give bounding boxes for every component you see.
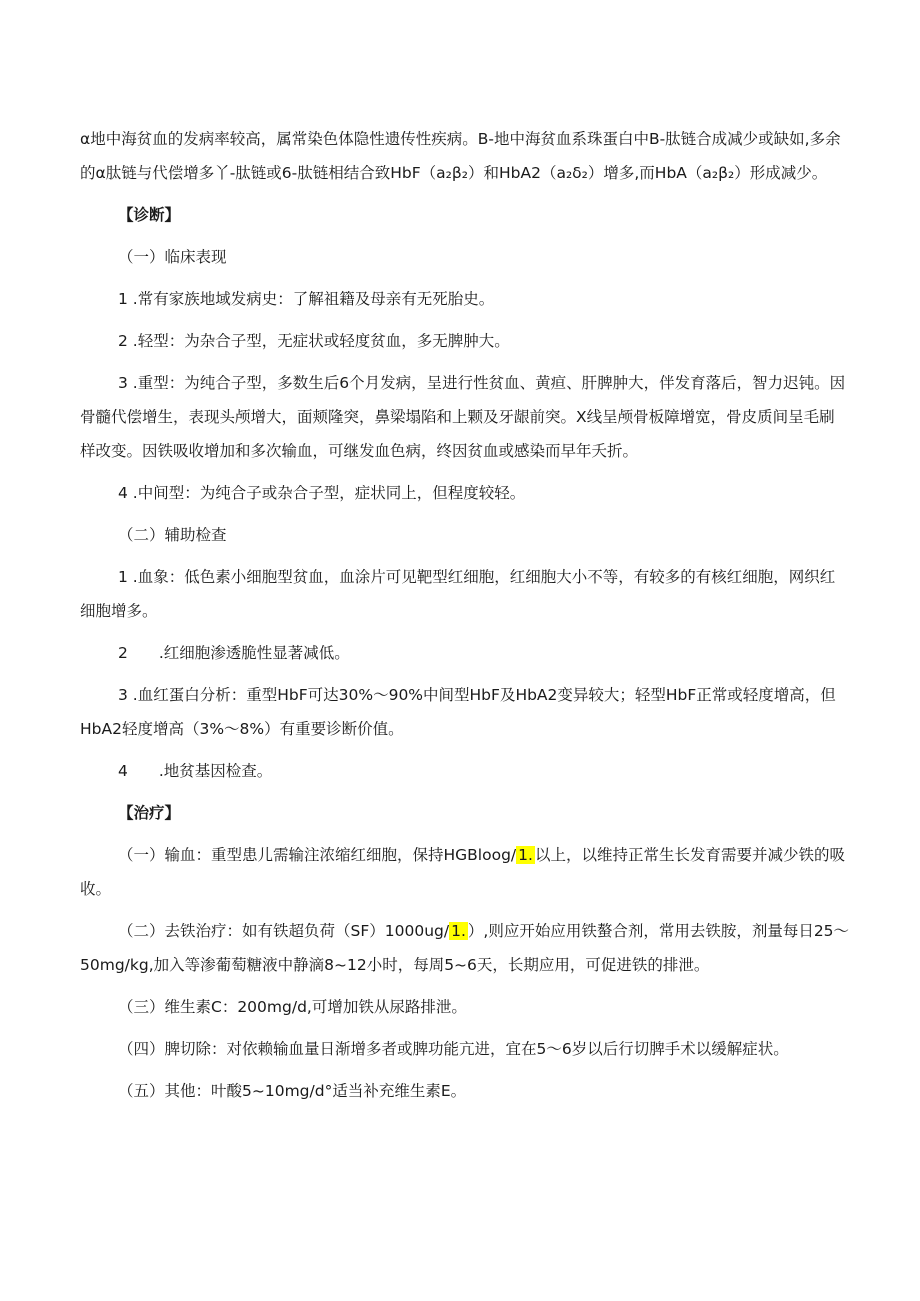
- treatment-2-text-b: ）,则应开始应用铁螯合剂，常用去铁胺，剂量每日25～50mg/kg,加入等渗葡萄糖液中静滴8~12小时，每周5~6天，长期应用，可促进铁的排泄。: [80, 922, 850, 974]
- highlight-mark: 1.: [451, 922, 466, 940]
- highlight-mark: 1.: [518, 846, 533, 864]
- clinical-item-3: 3 .重型：为纯合子型，多数生后6个月发病，呈进行性贫血、黄疸、肝脾肿大，伴发育落后，智力迟钝。因骨髓代偿增生，表现头颅增大，面颊隆突，鼻梁塌陷和上颗及牙龈前突。X线呈颅骨板障增宽，骨皮质间呈毛刷样改变。因铁吸收增加和多次输血，可继发血色病，终因贫血或感染而早年夭折。: [80, 374, 846, 460]
- aux-item-3: 3 .血红蛋白分析：重型HbF可达30%～90%中间型HbF及HbA2变异较大；轻型HbF正常或轻度增高，但HbA2轻度增高（3%～8%）有重要诊断价值。: [80, 686, 836, 738]
- treatment-item-2: [80, 914, 850, 982]
- clinical-item-2: 2 .轻型：为杂合子型，无症状或轻度贫血，多无脾肿大。: [118, 332, 510, 350]
- clinical-item-1: 1 .常有家族地域发病史：了解祖籍及母亲有无死胎史。: [118, 290, 495, 308]
- treatment-item-3: （三）维生素C：200mg/d,可增加铁从尿路排泄。: [118, 998, 467, 1016]
- clinical-heading: （一）临床表现: [118, 248, 227, 266]
- aux-item-1: 1 .血象：低色素小细胞型贫血，血涂片可见靶型红细胞，红细胞大小不等，有较多的有核红细胞，网织红细胞增多。: [80, 568, 836, 620]
- intro-paragraph: α地中海贫血的发病率较高，属常染色体隐性遗传性疾病。B-地中海贫血系珠蛋白中B-肽链合成减少或缺如,多余的α肽链与代偿增多丫-肽链或6-肽链相结合致HbF（a₂β₂）和HbA2（a₂δ₂）增多,而HbA（a₂β₂）形成减少。: [80, 130, 841, 182]
- treatment-item-5: （五）其他：叶酸5~10mg/d°适当补充维生素E。: [118, 1082, 467, 1100]
- clinical-item-4: 4 .中间型：为纯合子或杂合子型，症状同上，但程度较轻。: [118, 484, 526, 502]
- aux-item-4: 4 .地贫基因检查。: [118, 762, 273, 780]
- treatment-item-4: （四）脾切除：对依赖输血量日渐增多者或脾功能亢进，宜在5～6岁以后行切脾手术以缓解症状。: [118, 1040, 789, 1058]
- aux-heading: （二）辅助检查: [118, 526, 227, 544]
- treatment-1-text-a: （一）输血：重型患儿需输注浓缩红细胞，保持HGBloog/: [118, 846, 517, 864]
- treatment-item-1: [80, 838, 850, 906]
- treatment-2-text-a: （二）去铁治疗：如有铁超负荷（SF）1000ug/: [118, 922, 450, 940]
- diagnosis-heading: 【诊断】: [118, 206, 181, 224]
- treatment-heading: 【治疗】: [118, 804, 181, 822]
- aux-item-2: 2 .红细胞渗透脆性显著减低。: [118, 644, 350, 662]
- treatment-1-text-b: 以上，以维持正常生长发育需要并减少铁的吸收。: [80, 846, 845, 898]
- document-body: [80, 122, 850, 1108]
